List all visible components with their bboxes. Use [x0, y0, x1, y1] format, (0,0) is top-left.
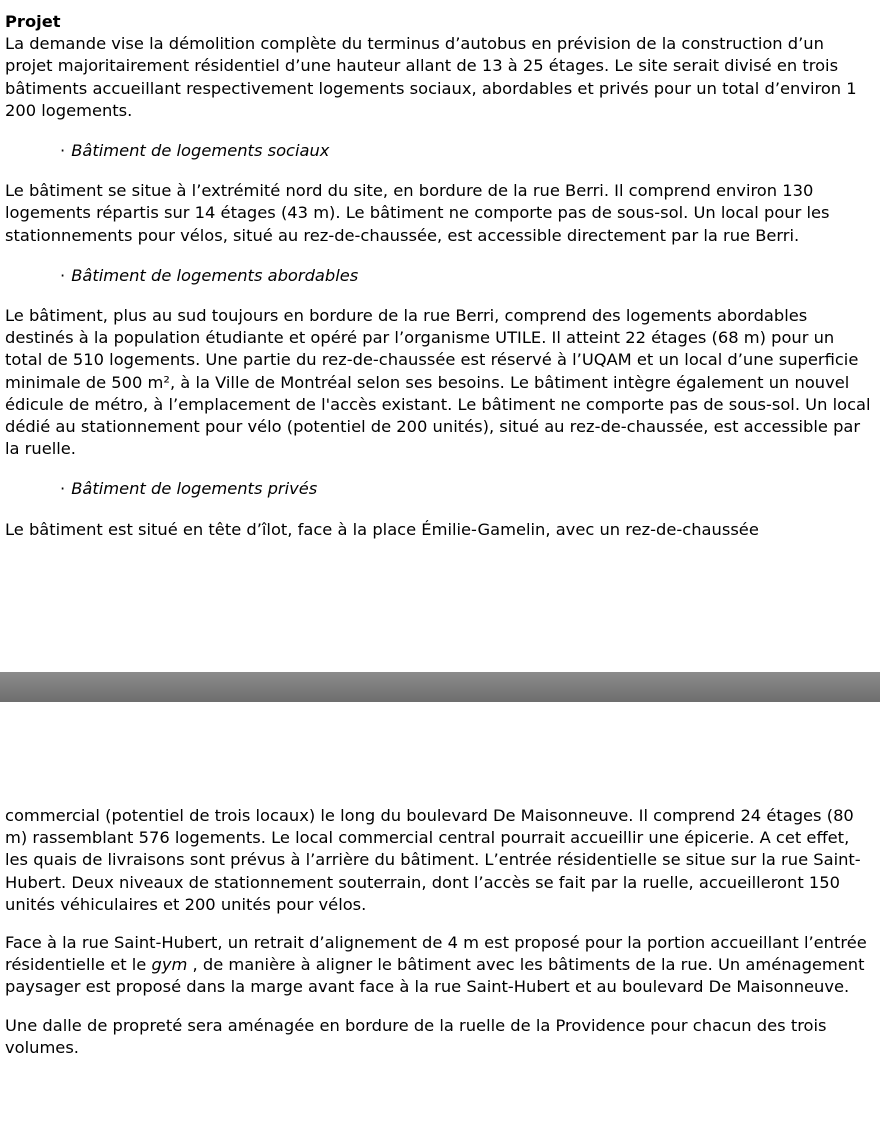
- bullet-marker: ·: [60, 265, 66, 285]
- bullet-social-title: Bâtiment de logements sociaux: [71, 141, 330, 161]
- bullet-marker: ·: [60, 141, 66, 161]
- bullet-marker: ·: [60, 479, 66, 499]
- page-bottom-content: [5, 805, 875, 1059]
- setback-text-before: Face à la rue Saint-Hubert, un retrait d’alignement de 4 m est proposé pour la portion accueillant l’entrée résidentielle et le: [5, 933, 867, 975]
- affordable-housing-paragraph: Le bâtiment, plus au sud toujours en bordure de la rue Berri, comprend des logements abordables destinés à la population étudiante et opéré par l’organisme UTILE. Il atteint 22 étages (68 m) pour un total de 510 logements. Une partie du rez-de-chaussée est réservé à l’UQAM et un local d’une superficie minimale de 500 m², à la Ville de Montréal selon ses besoins. Le bâtiment intègre également un nouvel édicule de métro, à l’emplacement de l'accès existant. Le bâtiment ne comporte pas de sous-sol. Un local dédié au stationnement pour vélo (potentiel de 200 unités), situé au rez-de-chaussée, est accessible par la ruelle.: [5, 306, 871, 459]
- bullet-social-housing: [60, 140, 875, 162]
- document-page-bottom: [0, 702, 880, 1128]
- private-housing-paragraph-continued: commercial (potentiel de trois locaux) le long du boulevard De Maisonneuve. Il comprend 24 étages (80 m) rassemblant 576 logements. Le local commercial central pourrait accueillir une épicerie. A cet effet, les quais de livraisons sont prévus à l’arrière du bâtiment. L’entrée résidentielle se situe sur la rue Saint-Hubert. Deux niveaux de stationnement souterrain, dont l’accès se fait par la ruelle, accueilleront 150 unités véhiculaires et 200 unités pour vélos.: [5, 806, 861, 914]
- intro-paragraph: La demande vise la démolition complète du terminus d’autobus en prévision de la construction d’un projet majoritairement résidentiel d’une hauteur allant de 13 à 25 étages. Le site serait divisé en trois bâtiments accueillant respectivement logements sociaux, abordables et privés pour un total d’environ 1 200 logements.: [5, 34, 857, 120]
- setback-text-after: , de manière à aligner le bâtiment avec les bâtiments de la rue. Un aménagement paysager est proposé dans la marge avant face à la rue Saint-Hubert et au boulevard De Maisonneuve.: [5, 955, 865, 997]
- section-heading: Projet: [5, 12, 61, 31]
- bullet-private-title: Bâtiment de logements privés: [71, 479, 318, 499]
- page-top-content: [5, 11, 875, 541]
- dalle-paragraph: Une dalle de propreté sera aménagée en bordure de la ruelle de la Providence pour chacun des trois volumes.: [5, 1015, 827, 1057]
- bullet-private-housing: [60, 478, 875, 500]
- social-housing-paragraph: Le bâtiment se situe à l’extrémité nord du site, en bordure de la rue Berri. Il comprend environ 130 logements répartis sur 14 étages (43 m). Le bâtiment ne comporte pas de sous-sol. Un local pour les stationnements pour vélos, situé au rez-de-chaussée, est accessible directement par la rue Berri.: [5, 181, 830, 245]
- bullet-affordable-housing: [60, 265, 875, 287]
- setback-paragraph: [5, 932, 875, 999]
- page-separator: [0, 672, 880, 702]
- private-housing-paragraph-start: Le bâtiment est situé en tête d’îlot, face à la place Émilie-Gamelin, avec un rez-de-chaussée: [5, 519, 759, 539]
- bullet-affordable-title: Bâtiment de logements abordables: [71, 265, 359, 285]
- gym-word: gym: [151, 955, 188, 975]
